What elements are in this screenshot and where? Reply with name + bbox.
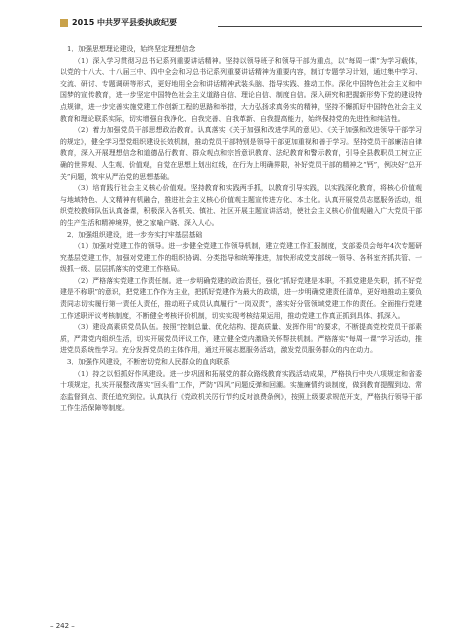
- paragraph: （2）严格落实党建工作责任制。进一步明确党建的政治责任，强化“抓好党建是本职，不抓党建是失职，抓不好党建是不称职”的意识，把党建工作作为主业，把抓好党建作为最大的政绩，进一步明确党建责任清单，更好地推动主要负责同志切实履行第一责任人责任，推动班子成员认真履行“一岗双责”，落实好分管领域党建工作的责任。全面推行党建工作述职评议考核制度，不断健全考核评价机制，切实实现考核结果运用，推动党建工作真正抓到具体、抓深入。: [60, 276, 422, 320]
- page-number: – 242 –: [50, 622, 75, 630]
- paragraph: （3）培育践行社会主义核心价值观。坚持教育和实践两手抓，以教育引导实践，以实践深化教育，将核心价值观与地域特色、人文精神有机融合，推进社会主义核心价值观主题宣传进方化、本土化。认真开展党员志愿服务活动，组织党校教师队伍认真备课，积极深入各机关、镇社、社区开展主题宣讲活动，使社会主义核心价值观融入广大党员干部的生产生活和精神境界，使之家喻户晓、深入人心。: [60, 184, 422, 227]
- paragraph: （2）着力加强党员干部思想政治教育。认真落实《关于加强和改进学风的意见》、《关于加强和改进领导干部学习的规定》，健全学习型党组织建设长效机制，推动党员干部特别是领导干部更加重视和善于学习。坚持党员干部廉洁自律教育，深入开展理想信念和道德品行教育、群众观点和宗旨意识教育、法纪教育和警示教育，引导全县教职员工树立正确的世界观、人生观、价值观，自觉在思想上划出红线，在行为上明确界限，补好党员干部的精神之“钙”，例决好“总开关”问题，筑牢从严治党的思想基础。: [60, 126, 422, 181]
- header-title: 2015 中共罗平县委执政纪要: [72, 18, 178, 27]
- header-accent-mark: [60, 19, 68, 27]
- paragraph: （1）持之以恒抓好作风建设。进一步巩固和拓展党的群众路线教育实践活动成果，严格执行中央八项规定和省委十项规定，扎实开展整改落实“回头看”工作，严防“四风”问题反弹和回潮。实施廉情约谈制度，做到教育提醒到边、常态监督到点、责任追究到位。认真执行《党政机关厉行节约反对浪费条例》，按照上级要求规范开支，严格执行领导干部工作生活保障等制度。: [60, 369, 422, 413]
- header-rule: [218, 26, 422, 27]
- paragraph: （1）加强对党建工作的领导。进一步健全党建工作领导机制，建立党建工作汇报制度，支部委员会每年4次专题研究基层党建工作，加强对党建工作的组织协调、分类指导和统筹推进，加快形成党支部统一领导、各科室齐抓共管、一级抓一级、层层抓落实的党建工作格局。: [60, 242, 422, 274]
- paragraph: （1）深入学习贯彻习总书记系列重要讲话精神。坚持以领导班子和领导干部为重点，以“每周一课”为学习载体，以党的十八大、十八届三中、四中全会和习总书记系列重要讲话精神为重要内容，制订专题学习计划，通过集中学习、交流、研讨、专题调研等形式，更好地用全会和讲话精神武装头脑、指导实践、推动工作。深化中国特色社会主义和中国梦的宣传教育，进一步坚定中国特色社会主义道路自信、理论自信、制度自信。深入研究和把握新形势下党的建设特点规律，进一步完善实施党建工作创新工程的思路和举措，大力弘扬求真务实的精神，坚持不懈抓好中国特色社会主义教育和理论联系实际，切实增强自我净化、自我完善、自我革新、自我提高能力，始终保持党的先进性和纯洁性。: [60, 56, 422, 123]
- paragraph: （3）建设高素质党员队伍。按照“控制总量、优化结构、提高质量、发挥作用”的要求，不断提高党校党员干部素质，严肃党内组织生活，切实开展党员评议工作，建立健全党内激励关怀帮扶机制。严格落实“每周一课”学习活动，推进党员系统性学习。充分发挥党员的主体作用，通过开展志愿服务活动，激发党员服务群众的内在动力。: [60, 323, 422, 355]
- section-heading-1: 1．加强思想理论建设，始终坚定理想信念: [67, 45, 196, 53]
- section-heading-2: 2．加强组织建设，进一步夯实打牢基层基础: [67, 230, 203, 239]
- running-header: [60, 16, 422, 30]
- body-text: [60, 44, 422, 415]
- section-heading-3: 3．加强作风建设，不断密切党和人民群众的血肉联系: [67, 358, 230, 367]
